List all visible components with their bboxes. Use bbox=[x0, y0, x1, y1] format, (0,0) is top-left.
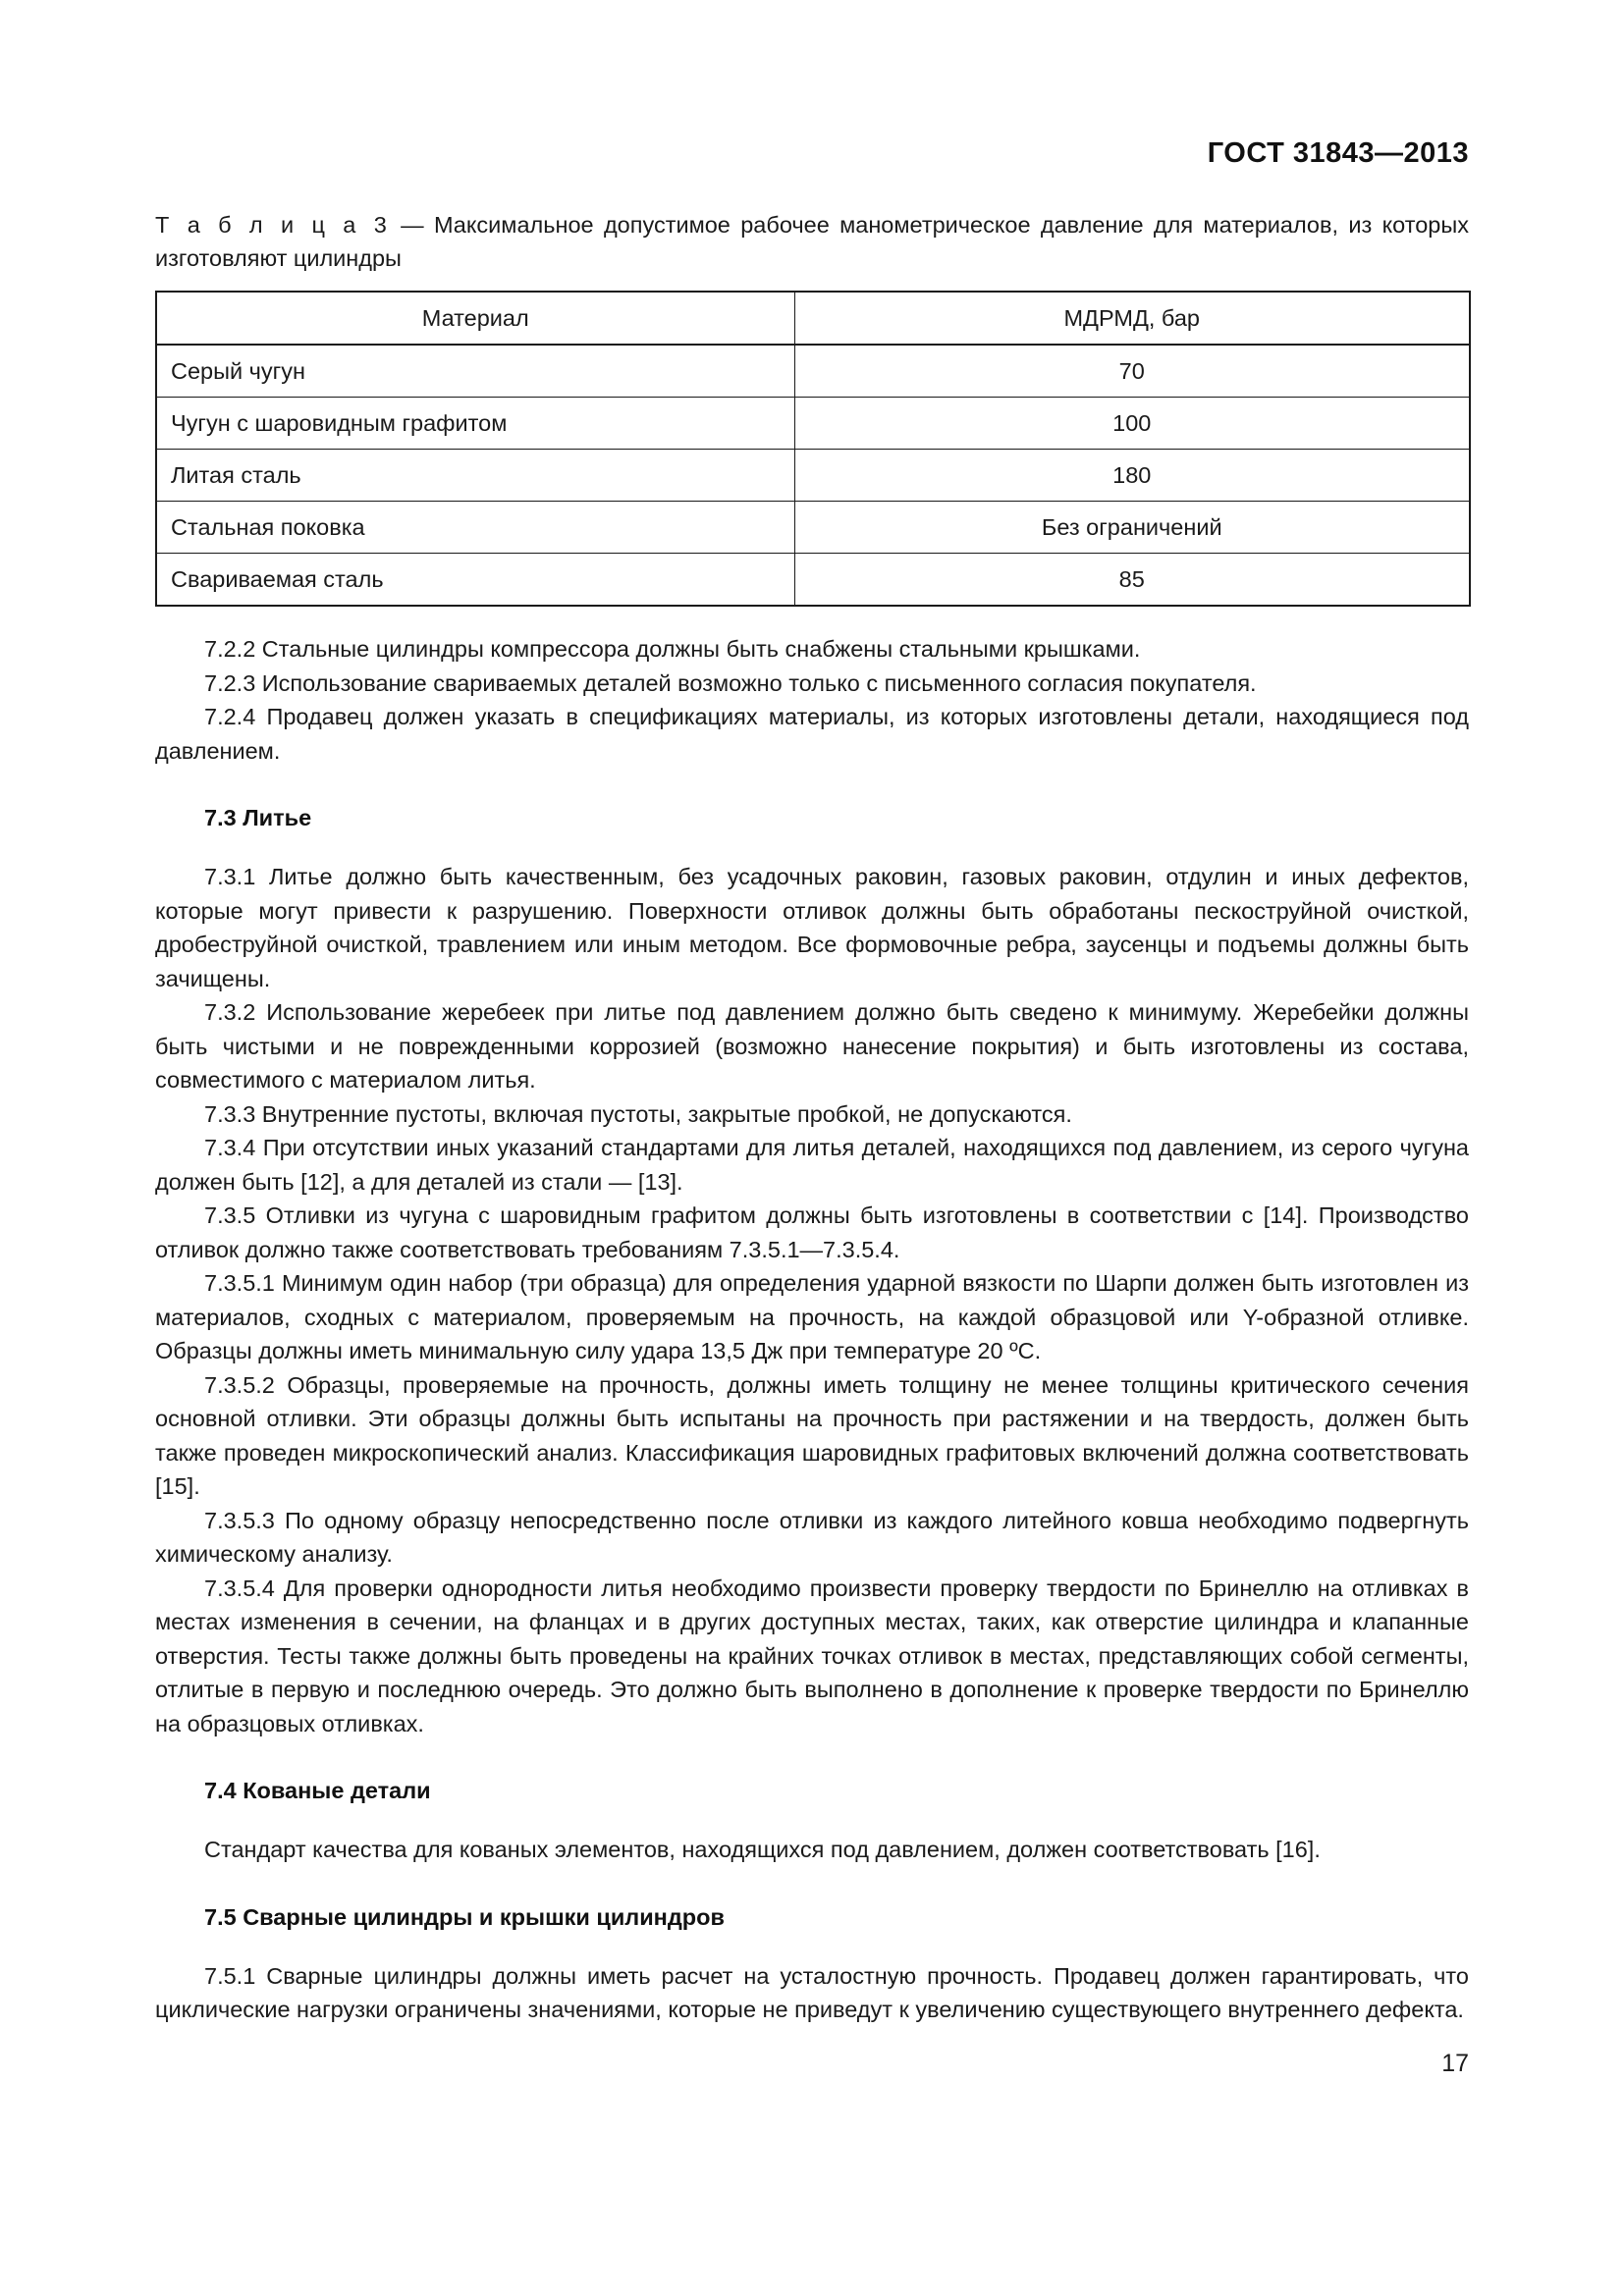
paragraph-7-3-4: 7.3.4 При отсутствии иных указаний стандартами для литья деталей, находящихся под давлением, из серого чугуна должен быть [12], а для деталей из стали — [13]. bbox=[155, 1135, 1469, 1195]
paragraph-7-3-5: 7.3.5 Отливки из чугуна с шаровидным графитом должны быть изготовлены в соответствии с [14]. Производство отливок должно также соответствовать требованиям 7.3.5.1—7.3.5.4. bbox=[155, 1202, 1469, 1262]
column-header-material: Материал bbox=[156, 292, 794, 345]
cell-material: Литая сталь bbox=[156, 450, 794, 502]
paragraph-7-3-5-1: 7.3.5.1 Минимум один набор (три образца) для определения ударной вязкости по Шарпи должен быть изготовлен из материалов, сходных с материалом, проверяемым на прочность, на каждой образцовой или Y-образной отливке. Образцы должны иметь минимальную силу удара 13,5 Дж при температуре 20 ºС. bbox=[155, 1270, 1469, 1363]
heading-7-3: 7.3 Литье bbox=[204, 805, 312, 830]
standard-designation: ГОСТ 31843—2013 bbox=[1207, 137, 1469, 169]
cell-pressure: Без ограничений bbox=[794, 502, 1470, 554]
page-header bbox=[155, 137, 1469, 170]
cell-pressure: 100 bbox=[794, 398, 1470, 450]
paragraph-7-2-2: 7.2.2 Стальные цилиндры компрессора должны быть снабжены стальными крышками. bbox=[204, 636, 1141, 662]
paragraph-7-2-4: 7.2.4 Продавец должен указать в спецификациях материалы, из которых изготовлены детали, находящиеся под давлением. bbox=[155, 704, 1469, 764]
cell-pressure: 180 bbox=[794, 450, 1470, 502]
paragraph-7-5-1: 7.5.1 Сварные цилиндры должны иметь расчет на усталостную прочность. Продавец должен гарантировать, что циклические нагрузки ограничены значениями, которые не приведут к увеличению существующего внутреннего дефекта. bbox=[155, 1962, 1469, 2022]
heading-7-4: 7.4 Кованые детали bbox=[204, 1778, 431, 1803]
table-row bbox=[156, 502, 1470, 554]
cell-material: Свариваемая сталь bbox=[156, 554, 794, 607]
table-row bbox=[156, 398, 1470, 450]
paragraph-7-3-1: 7.3.1 Литье должно быть качественным, без усадочных раковин, газовых раковин, отдулин и иных дефектов, которые могут привести к разрушению. Поверхности отливок должны быть обработаны пескоструйной очисткой, дробеструйной очисткой, травлением или иным методом. Все формовочные ребра, заусенцы и подъемы должны быть зачищены. bbox=[155, 864, 1469, 991]
column-header-pressure: МДРМД, бар bbox=[794, 292, 1470, 345]
cell-pressure: 70 bbox=[794, 345, 1470, 398]
table-row bbox=[156, 554, 1470, 607]
table-caption bbox=[155, 208, 1469, 275]
table-caption-dash: — bbox=[390, 212, 434, 238]
paragraph-7-3-3: 7.3.3 Внутренние пустоты, включая пустоты, закрытые пробкой, не допускаются. bbox=[204, 1100, 1072, 1127]
table-caption-label: Т а б л и ц а 3 bbox=[155, 212, 391, 238]
table-row bbox=[156, 450, 1470, 502]
page-number: 17 bbox=[1441, 2050, 1469, 2077]
cell-material: Стальная поковка bbox=[156, 502, 794, 554]
table-row bbox=[156, 345, 1470, 398]
table-caption-text: Максимальное допустимое рабочее манометрическое давление для материалов, из которых изготовляют цилиндры bbox=[155, 212, 1469, 271]
paragraph-7-3-5-4: 7.3.5.4 Для проверки однородности литья необходимо произвести проверку твердости по Бринеллю на отливках в местах изменения в сечении, на фланцах и в других доступных местах, таких, как отверстие цилиндра и клапанные отверстия. Тесты также должны быть проведены на крайних точках отливок в местах, представляющих собой сегменты, отлитые в первую и последнюю очередь. Это должно быть выполнено в дополнение к проверке твердости по Бринеллю на образцовых отливках. bbox=[155, 1575, 1469, 1736]
paragraph-7-2-3: 7.2.3 Использование свариваемых деталей возможно только с письменного согласия покупателя. bbox=[204, 669, 1257, 696]
cell-pressure: 85 bbox=[794, 554, 1470, 607]
paragraph-7-3-2: 7.3.2 Использование жеребеек при литье под давлением должно быть сведено к минимуму. Жеребейки должны быть чистыми и не поврежденными коррозией (возможно нанесение покрытия) и быть изготовлены из состава, совместимого с материалом литья. bbox=[155, 999, 1469, 1093]
paragraph-7-4-1: Стандарт качества для кованых элементов, находящихся под давлением, должен соответствовать [16]. bbox=[204, 1837, 1321, 1862]
cell-material: Серый чугун bbox=[156, 345, 794, 398]
page-content bbox=[155, 208, 1469, 2027]
table-header-row bbox=[156, 292, 1470, 345]
paragraph-7-3-5-2: 7.3.5.2 Образцы, проверяемые на прочность, должны иметь толщину не менее толщины критического сечения основной отливки. Эти образцы должны быть испытаны на прочность при растяжении и на твердость, должен быть также проведен микроскопический анализ. Классификация шаровидных графитовых включений должна соответствовать [15]. bbox=[155, 1371, 1469, 1499]
pressure-table bbox=[155, 291, 1471, 607]
cell-material: Чугун с шаровидным графитом bbox=[156, 398, 794, 450]
paragraph-7-3-5-3: 7.3.5.3 По одному образцу непосредственно после отливки из каждого литейного ковша необходимо подвергнуть химическому анализу. bbox=[155, 1507, 1469, 1567]
heading-7-5: 7.5 Сварные цилиндры и крышки цилиндров bbox=[204, 1903, 725, 1930]
